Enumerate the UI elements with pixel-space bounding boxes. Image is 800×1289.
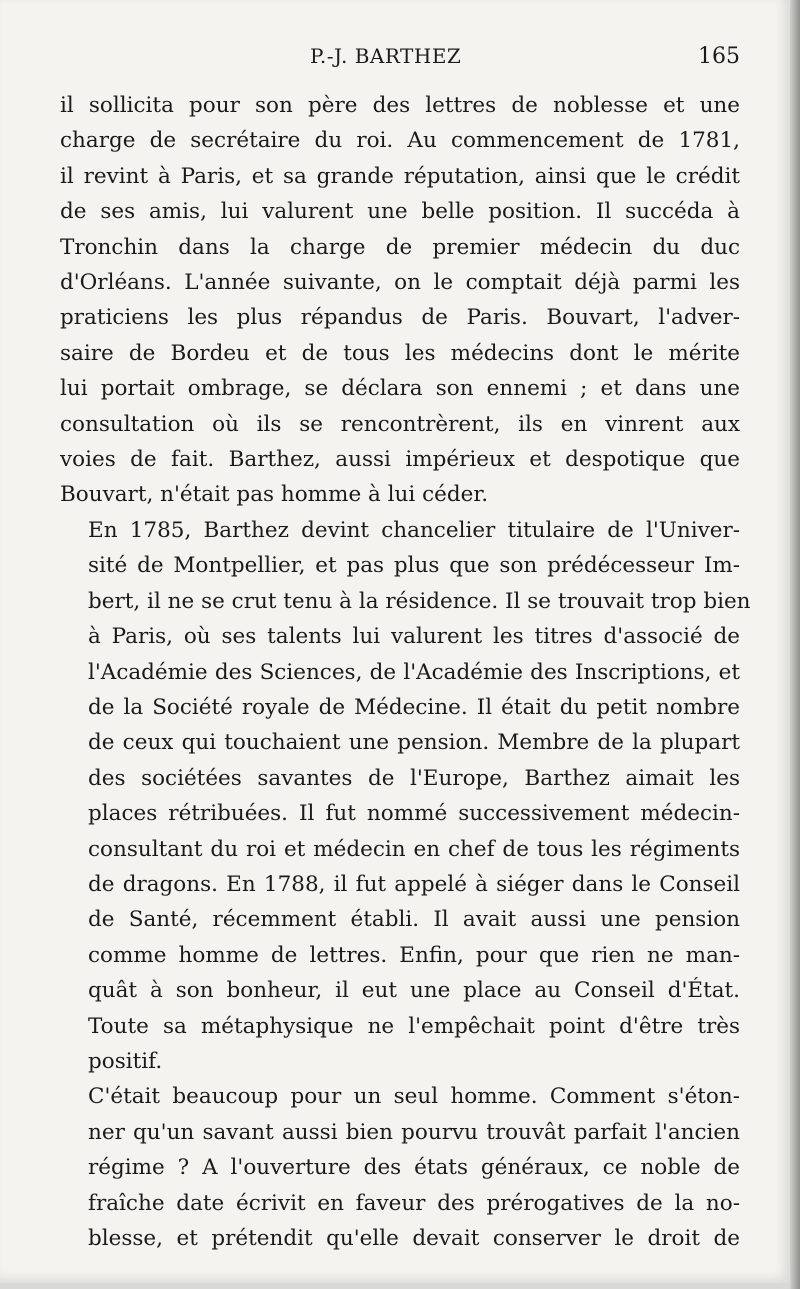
page-number: 165 — [698, 44, 740, 69]
running-head: P.-J. BARTHEZ — [310, 44, 462, 68]
text-line: de la Société royale de Médecine. Il était du petit nombre — [88, 694, 740, 720]
text-line: des sociétées savantes de l'Europe, Barthez aimait les — [88, 765, 740, 791]
text-line: comme homme de lettres. Enfin, pour que rien ne man- — [88, 942, 740, 968]
text-line: positif. — [88, 1048, 163, 1074]
paragraph — [60, 513, 751, 1080]
text-line: C'était beaucoup pour un seul homme. Comment s'éton- — [88, 1084, 740, 1110]
text-line: de ceux qui touchaient une pension. Membre de la plupart — [88, 730, 740, 756]
text-line: de ses amis, lui valurent une belle position. Il succéda à — [60, 199, 740, 225]
body-text — [60, 88, 751, 1256]
text-line: sité de Montpellier, et pas plus que son prédécesseur Im- — [88, 553, 740, 579]
page-edge — [790, 0, 800, 1289]
text-line: blesse, et prétendit qu'elle devait conserver le droit de — [88, 1226, 740, 1251]
text-line: En 1785, Barthez devint chancelier titulaire de l'Univer- — [88, 517, 740, 543]
text-line: ner qu'un savant aussi bien pourvu trouvât parfait l'ancien — [88, 1119, 740, 1145]
page-header — [60, 44, 740, 74]
text-line: Bouvart, n'était pas homme à lui céder. — [60, 482, 489, 508]
paragraph — [60, 1079, 740, 1256]
paragraph — [60, 88, 740, 513]
text-line: quât à son bonheur, il eut une place au Conseil d'État. — [88, 978, 740, 1004]
text-line: d'Orléans. L'année suivante, on le comptait déjà parmi les — [60, 270, 740, 296]
text-line: à Paris, où ses talents lui valurent les titres d'associé de — [88, 624, 740, 650]
text-line: lui portait ombrage, se déclara son ennemi ; et dans une — [60, 376, 740, 402]
text-line: il revint à Paris, et sa grande réputation, ainsi que le crédit — [60, 163, 740, 189]
text-line: places rétribuées. Il fut nommé successivement médecin- — [88, 801, 740, 827]
text-line: fraîche date écrivit en faveur des prérogatives de la no- — [88, 1190, 740, 1216]
text-line: de Santé, récemment établi. Il avait aussi une pension — [88, 907, 740, 933]
text-line: voies de fait. Barthez, aussi impérieux et despotique que — [60, 447, 740, 473]
text-line: il sollicita pour son père des lettres de noblesse et une — [60, 93, 740, 118]
text-line: Toute sa métaphysique ne l'empêchait point d'être très — [88, 1013, 740, 1039]
text-line: saire de Bordeu et de tous les médecins dont le mérite — [60, 340, 740, 366]
text-line: bert, il ne se crut tenu à la résidence. Il se trouvait trop bien — [88, 588, 751, 614]
text-line: consultant du roi et médecin en chef de tous les régiments — [88, 836, 740, 862]
text-line: Tronchin dans la charge de premier médecin du duc — [60, 234, 740, 260]
text-line: l'Académie des Sciences, de l'Académie des Inscriptions, et — [88, 659, 740, 685]
text-line: consultation où ils se rencontrèrent, ils en vinrent aux — [60, 411, 740, 437]
text-line: charge de secrétaire du roi. Au commencement de 1781, — [60, 128, 740, 154]
text-line: régime ? A l'ouverture des états généraux, ce noble de — [88, 1155, 740, 1181]
text-line: de dragons. En 1788, il fut appelé à siéger dans le Conseil — [88, 871, 740, 897]
text-line: praticiens les plus répandus de Paris. Bouvart, l'adver- — [60, 305, 740, 331]
